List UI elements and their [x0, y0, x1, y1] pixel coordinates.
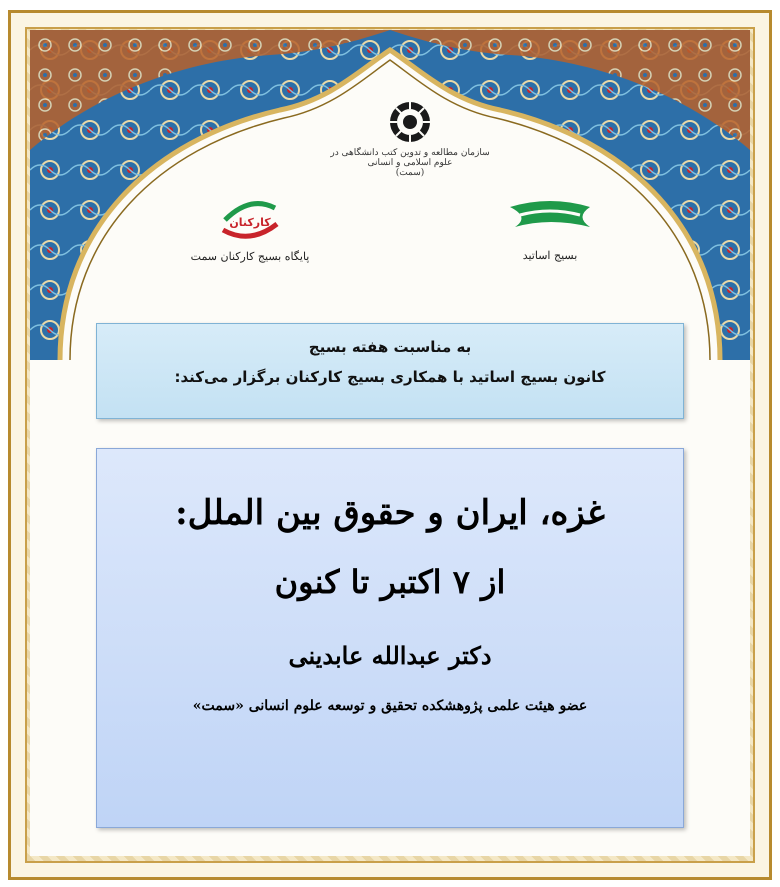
poster-page — [30, 30, 750, 856]
basij-staff-caption: پایگاه بسیج کارکنان سمت — [190, 250, 310, 263]
samt-logo — [330, 100, 490, 178]
speaker-affiliation: عضو هیئت علمی پژوهشکده تحقیق و توسعه علوم انسانی «سمت» — [192, 698, 588, 714]
basij-professors-caption: بسیج اساتید — [522, 249, 578, 262]
main-content-box — [96, 448, 684, 828]
decorative-arch — [30, 30, 750, 360]
basij-staff-emblem-icon — [215, 190, 285, 246]
basij-professors-emblem-icon — [505, 195, 595, 245]
event-title-line-1: غزه، ایران و حقوق بین الملل: — [175, 493, 605, 533]
basij-staff-logo — [180, 190, 320, 263]
event-title-line-2: از ۷ اکتبر تا کنون — [274, 563, 506, 601]
announcement-line-2: کانون بسیج اساتید با همکاری بسیج کارکنان برگزار می‌کند: — [174, 368, 606, 386]
samt-logo-sub: (سمت) — [395, 168, 425, 178]
samt-emblem-icon — [388, 100, 432, 144]
basij-staff-mark: کارکنان — [229, 216, 271, 229]
basij-professors-logo — [495, 195, 605, 262]
announcement-box — [96, 323, 684, 419]
speaker-name: دکتر عبدالله عابدینی — [288, 641, 492, 670]
announcement-line-1: به مناسبت هفته بسیج — [308, 338, 472, 356]
samt-logo-caption: سازمان مطالعه و تدوین کتب دانشگاهی در علوم اسلامی و انسانی — [330, 148, 490, 168]
